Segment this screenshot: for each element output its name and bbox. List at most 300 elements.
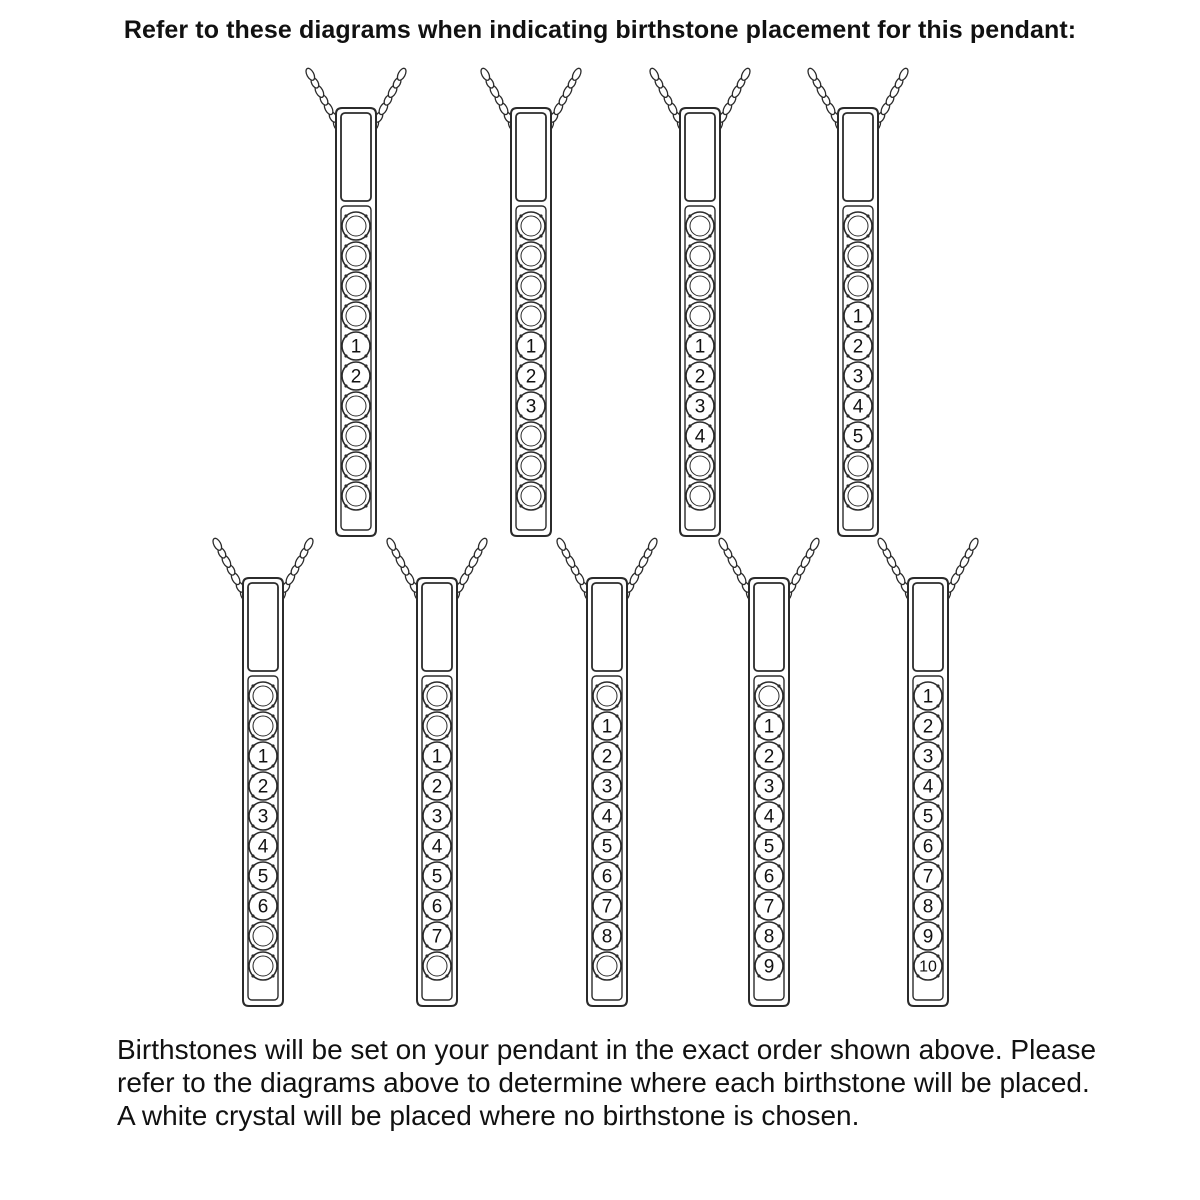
prong xyxy=(708,274,711,277)
prong xyxy=(757,864,760,867)
stone-setting xyxy=(844,242,872,270)
prong xyxy=(688,244,691,247)
birthstone-number: 1 xyxy=(257,746,269,768)
prong xyxy=(688,504,691,507)
birthstone-number: 2 xyxy=(431,776,443,798)
prong xyxy=(777,734,780,737)
prong xyxy=(271,774,274,777)
prong xyxy=(364,504,367,507)
birthstone-number: 5 xyxy=(852,426,864,448)
prong xyxy=(688,444,691,447)
prong xyxy=(916,884,919,887)
prong xyxy=(595,924,598,927)
stone-setting xyxy=(914,742,942,770)
birthstone-number: 1 xyxy=(601,716,613,738)
prong xyxy=(757,684,760,687)
prong xyxy=(344,474,347,477)
prong xyxy=(271,764,274,767)
pendant-diagram xyxy=(304,67,408,536)
prong xyxy=(364,394,367,397)
prong xyxy=(846,504,849,507)
prong xyxy=(519,214,522,217)
prong xyxy=(777,804,780,807)
prong xyxy=(688,394,691,397)
prong xyxy=(846,354,849,357)
prong xyxy=(936,764,939,767)
prong xyxy=(846,364,849,367)
prong xyxy=(936,854,939,857)
prong xyxy=(595,704,598,707)
birthstone-number: 6 xyxy=(922,836,934,858)
stone-setting xyxy=(914,952,942,980)
prong xyxy=(688,484,691,487)
prong xyxy=(688,214,691,217)
prong xyxy=(757,954,760,957)
prong xyxy=(708,324,711,327)
stone-setting xyxy=(423,922,451,950)
prong xyxy=(251,744,254,747)
prong xyxy=(757,734,760,737)
stone-setting xyxy=(686,392,714,420)
stone-setting xyxy=(914,892,942,920)
birthstone-number: 3 xyxy=(601,776,613,798)
prong xyxy=(916,794,919,797)
stone-setting xyxy=(755,712,783,740)
prong xyxy=(866,334,869,337)
prong xyxy=(846,384,849,387)
birthstone-number: 3 xyxy=(525,396,537,418)
prong xyxy=(271,914,274,917)
birthstone-number: 7 xyxy=(922,866,934,888)
prong xyxy=(251,774,254,777)
prong xyxy=(344,244,347,247)
prong xyxy=(271,744,274,747)
prong xyxy=(846,234,849,237)
prong xyxy=(777,954,780,957)
stone-setting xyxy=(342,332,370,360)
prong xyxy=(936,924,939,927)
prong xyxy=(916,714,919,717)
prong xyxy=(519,354,522,357)
prong xyxy=(251,734,254,737)
pendant-diagram xyxy=(806,67,910,536)
prong xyxy=(757,924,760,927)
stone-setting xyxy=(914,922,942,950)
prong xyxy=(271,824,274,827)
prong xyxy=(364,244,367,247)
prong xyxy=(866,474,869,477)
prong xyxy=(757,854,760,857)
prong xyxy=(846,394,849,397)
birthstone-number: 1 xyxy=(922,686,934,708)
prong xyxy=(251,944,254,947)
prong xyxy=(688,274,691,277)
stone-setting xyxy=(517,392,545,420)
prong xyxy=(777,864,780,867)
prong xyxy=(846,454,849,457)
birthstone-number: 6 xyxy=(601,866,613,888)
prong xyxy=(344,504,347,507)
prong xyxy=(445,864,448,867)
prong xyxy=(519,384,522,387)
stone-setting xyxy=(593,682,621,710)
prong xyxy=(595,804,598,807)
stone-setting xyxy=(844,422,872,450)
prong xyxy=(866,424,869,427)
prong xyxy=(916,804,919,807)
stone-setting xyxy=(844,482,872,510)
birthstone-number: 8 xyxy=(922,896,934,918)
stone-setting xyxy=(423,952,451,980)
prong xyxy=(425,774,428,777)
prong xyxy=(595,764,598,767)
prong xyxy=(519,274,522,277)
birthstone-number: 7 xyxy=(763,896,775,918)
prong xyxy=(344,304,347,307)
birthstone-number: 2 xyxy=(601,746,613,768)
birthstone-number: 8 xyxy=(763,926,775,948)
prong xyxy=(916,834,919,837)
birthstone-number: 5 xyxy=(431,866,443,888)
prong xyxy=(519,504,522,507)
prong xyxy=(936,954,939,957)
pendant-bail xyxy=(754,583,784,671)
prong xyxy=(364,414,367,417)
birthstone-number: 3 xyxy=(431,806,443,828)
prong xyxy=(708,484,711,487)
prong xyxy=(936,744,939,747)
stone-setting xyxy=(844,452,872,480)
prong xyxy=(539,414,542,417)
prong xyxy=(615,744,618,747)
prong xyxy=(757,714,760,717)
prong xyxy=(615,834,618,837)
prong xyxy=(364,474,367,477)
prong xyxy=(916,734,919,737)
chain-link xyxy=(898,67,910,82)
prong xyxy=(519,294,522,297)
pendant-diagram xyxy=(479,67,583,536)
prong xyxy=(539,214,542,217)
birthstone-number: 1 xyxy=(852,306,864,328)
pendant-bail xyxy=(516,113,546,201)
stone-setting xyxy=(517,212,545,240)
prong xyxy=(595,834,598,837)
prong xyxy=(688,294,691,297)
prong xyxy=(936,804,939,807)
prong xyxy=(757,744,760,747)
prong xyxy=(251,924,254,927)
prong xyxy=(425,884,428,887)
chain-link xyxy=(648,67,660,82)
prong xyxy=(615,854,618,857)
prong xyxy=(688,334,691,337)
prong xyxy=(936,684,939,687)
stone-setting xyxy=(593,832,621,860)
stone-setting xyxy=(844,302,872,330)
prong xyxy=(344,324,347,327)
prong xyxy=(708,364,711,367)
prong xyxy=(615,764,618,767)
prong xyxy=(364,324,367,327)
prong xyxy=(936,794,939,797)
stone-setting xyxy=(593,772,621,800)
prong xyxy=(688,474,691,477)
prong xyxy=(708,444,711,447)
stone-setting xyxy=(423,802,451,830)
stone-setting xyxy=(423,712,451,740)
prong xyxy=(688,304,691,307)
birthstone-number: 6 xyxy=(257,896,269,918)
prong xyxy=(425,804,428,807)
stone-setting xyxy=(844,332,872,360)
birthstone-number: 2 xyxy=(350,366,362,388)
pendant-diagram xyxy=(211,537,315,1006)
birthstone-number: 4 xyxy=(601,806,613,828)
stone-setting xyxy=(342,272,370,300)
prong xyxy=(271,704,274,707)
prong xyxy=(445,744,448,747)
prong xyxy=(615,714,618,717)
prong xyxy=(344,484,347,487)
prong xyxy=(615,924,618,927)
prong xyxy=(916,894,919,897)
stone-setting xyxy=(686,362,714,390)
birthstone-number: 1 xyxy=(431,746,443,768)
birthstone-number: 8 xyxy=(601,926,613,948)
prong xyxy=(251,804,254,807)
prong xyxy=(271,794,274,797)
stone-setting xyxy=(914,862,942,890)
prong xyxy=(539,244,542,247)
birthstone-number: 2 xyxy=(922,716,934,738)
birthstone-number: 4 xyxy=(852,396,864,418)
stone-setting xyxy=(686,422,714,450)
prong xyxy=(539,484,542,487)
prong xyxy=(519,484,522,487)
stone-setting xyxy=(342,362,370,390)
prong xyxy=(539,274,542,277)
prong xyxy=(777,824,780,827)
stone-setting xyxy=(249,832,277,860)
prong xyxy=(595,864,598,867)
birthstone-number: 9 xyxy=(922,926,934,948)
birthstone-number: 6 xyxy=(431,896,443,918)
prong xyxy=(519,444,522,447)
prong xyxy=(445,894,448,897)
stone-setting xyxy=(593,802,621,830)
prong xyxy=(757,824,760,827)
prong xyxy=(539,304,542,307)
birthstone-number: 4 xyxy=(922,776,934,798)
pendant-bail xyxy=(685,113,715,201)
prong xyxy=(615,884,618,887)
placement-note: Birthstones will be set on your pendant in the exact order shown above. Please refer to the diagrams above to determine where each birthstone will be placed. A white crystal will be placed where no birthstone is chosen. xyxy=(117,1034,1097,1131)
stone-setting xyxy=(249,952,277,980)
prong xyxy=(708,244,711,247)
stone-setting xyxy=(517,482,545,510)
prong xyxy=(866,244,869,247)
chain-link xyxy=(571,67,583,82)
prong xyxy=(445,764,448,767)
prong xyxy=(595,734,598,737)
stone-setting xyxy=(593,922,621,950)
stone-setting xyxy=(249,922,277,950)
prong xyxy=(708,264,711,267)
prong xyxy=(519,414,522,417)
stone-setting xyxy=(914,802,942,830)
prong xyxy=(846,264,849,267)
prong xyxy=(936,834,939,837)
stone-setting xyxy=(844,392,872,420)
prong xyxy=(595,774,598,777)
prong xyxy=(846,214,849,217)
prong xyxy=(519,324,522,327)
prong xyxy=(539,334,542,337)
chain-link xyxy=(809,537,821,552)
pendant-bail xyxy=(422,583,452,671)
stone-setting xyxy=(593,952,621,980)
prong xyxy=(936,884,939,887)
prong xyxy=(688,414,691,417)
prong xyxy=(777,684,780,687)
prong xyxy=(846,414,849,417)
chain-link xyxy=(806,67,818,82)
prong xyxy=(866,454,869,457)
stone-setting xyxy=(686,272,714,300)
prong xyxy=(344,364,347,367)
prong xyxy=(364,294,367,297)
prong xyxy=(688,364,691,367)
prong xyxy=(445,954,448,957)
prong xyxy=(757,834,760,837)
prong xyxy=(708,424,711,427)
prong xyxy=(271,944,274,947)
prong xyxy=(615,824,618,827)
prong xyxy=(916,924,919,927)
prong xyxy=(708,334,711,337)
prong xyxy=(846,484,849,487)
prong xyxy=(445,684,448,687)
prong xyxy=(595,914,598,917)
prong xyxy=(615,684,618,687)
prong xyxy=(271,714,274,717)
prong xyxy=(708,394,711,397)
stone-setting xyxy=(517,272,545,300)
prong xyxy=(777,794,780,797)
prong xyxy=(425,824,428,827)
chain-link xyxy=(211,537,223,552)
stone-setting xyxy=(914,772,942,800)
pendant-diagram xyxy=(385,537,489,1006)
prong xyxy=(916,854,919,857)
prong xyxy=(425,924,428,927)
prong xyxy=(519,364,522,367)
prong xyxy=(615,734,618,737)
prong xyxy=(251,864,254,867)
prong xyxy=(866,274,869,277)
prong xyxy=(364,234,367,237)
prong xyxy=(364,274,367,277)
prong xyxy=(777,914,780,917)
prong xyxy=(251,954,254,957)
prong xyxy=(344,234,347,237)
prong xyxy=(615,914,618,917)
prong xyxy=(271,854,274,857)
prong xyxy=(936,774,939,777)
birthstone-number: 3 xyxy=(763,776,775,798)
prong xyxy=(615,774,618,777)
pendant-bail xyxy=(913,583,943,671)
prong xyxy=(777,974,780,977)
prong xyxy=(688,454,691,457)
pendant-bail xyxy=(248,583,278,671)
birthstone-number: 6 xyxy=(763,866,775,888)
prong xyxy=(595,944,598,947)
prong xyxy=(866,364,869,367)
prong xyxy=(866,484,869,487)
prong xyxy=(344,414,347,417)
stone-setting xyxy=(249,742,277,770)
prong xyxy=(936,824,939,827)
prong xyxy=(757,794,760,797)
prong xyxy=(271,884,274,887)
prong xyxy=(344,294,347,297)
prong xyxy=(425,914,428,917)
prong xyxy=(777,834,780,837)
prong xyxy=(757,914,760,917)
prong xyxy=(271,684,274,687)
prong xyxy=(539,264,542,267)
prong xyxy=(445,804,448,807)
prong xyxy=(539,504,542,507)
birthstone-number: 7 xyxy=(431,926,443,948)
stone-setting xyxy=(342,242,370,270)
stone-setting xyxy=(686,212,714,240)
prong xyxy=(519,234,522,237)
prong xyxy=(364,484,367,487)
stone-setting xyxy=(342,482,370,510)
prong xyxy=(846,244,849,247)
chain-link xyxy=(385,537,397,552)
prong xyxy=(364,214,367,217)
birthstone-number: 3 xyxy=(694,396,706,418)
prong xyxy=(539,424,542,427)
prong xyxy=(846,444,849,447)
stone-setting xyxy=(423,892,451,920)
birthstone-number: 1 xyxy=(694,336,706,358)
prong xyxy=(425,974,428,977)
stone-setting xyxy=(686,332,714,360)
prong xyxy=(445,824,448,827)
chain-link xyxy=(479,67,491,82)
prong xyxy=(936,714,939,717)
birthstone-number: 1 xyxy=(763,716,775,738)
stone-setting xyxy=(517,362,545,390)
prong xyxy=(251,854,254,857)
prong xyxy=(688,424,691,427)
prong xyxy=(688,324,691,327)
stone-setting xyxy=(755,742,783,770)
prong xyxy=(846,294,849,297)
prong xyxy=(777,884,780,887)
prong xyxy=(866,234,869,237)
prong xyxy=(866,504,869,507)
prong xyxy=(866,354,869,357)
prong xyxy=(364,454,367,457)
prong xyxy=(251,824,254,827)
prong xyxy=(344,444,347,447)
